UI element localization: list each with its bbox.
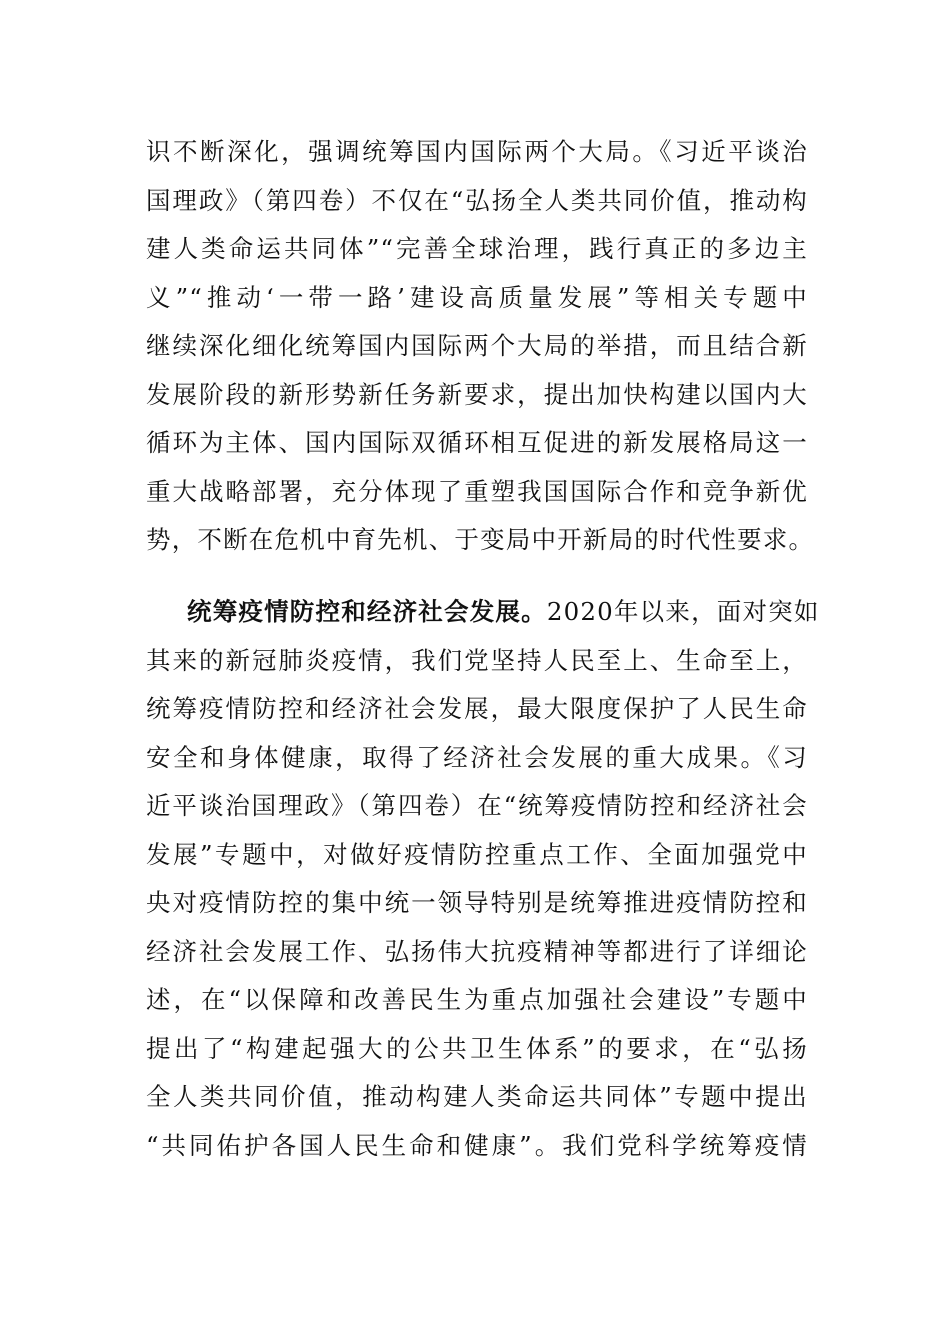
paragraph-2-line: 发展”专题中，对做好疫情防控重点工作、全面加强党中 [146,839,808,869]
paragraph-2-line: 经济社会发展工作、弘扬伟大抗疫精神等都进行了详细论 [146,936,808,966]
paragraph-1-line: 义”“推动‘一带一路’建设高质量发展”等相关专题中 [146,282,808,312]
paragraph-2-first-line-text: 2020年以来，面对突如 [546,597,820,626]
paragraph-2 [146,588,820,1170]
paragraph-1-line: 建人类命运共同体”“完善全球治理，践行真正的多边主 [146,234,808,263]
paragraph-2-first-line [146,588,820,637]
paragraph-2-line: 统筹疫情防控和经济社会发展，最大限度保护了人民生命 [146,694,808,723]
paragraph-2-line: 安全和身体健康，取得了经济社会发展的重大成果。《习 [146,742,808,772]
paragraph-2-line: 提出了“构建起强大的公共卫生体系”的要求，在“弘扬 [146,1033,808,1063]
paragraph-2-line: 述，在“以保障和改善民生为重点加强社会建设”专题中 [146,985,808,1014]
paragraph-1-line: 继续深化细化统筹国内国际两个大局的举措，而且结合新 [146,331,808,360]
paragraph-1 [146,128,815,565]
paragraph-2-line: 全人类共同价值，推动构建人类命运共同体”专题中提出 [146,1082,808,1111]
paragraph-2-line: 其来的新冠肺炎疫情，我们党坚持人民至上、生命至上， [146,645,808,675]
paragraph-2-line: 央对疫情防控的集中统一领导特别是统筹推进疫情防控和 [146,888,808,917]
paragraph-1-line: 重大战略部署，充分体现了重塑我国国际合作和竞争新优 [146,476,808,506]
paragraph-2-line: 近平谈治国理政》（第四卷）在“统筹疫情防控和经济社会 [146,791,808,820]
paragraph-1-line: 势，不断在危机中育先机、于变局中开新局的时代性要求。 [146,525,815,554]
paragraph-1-line: 识不断深化，强调统筹国内国际两个大局。《习近平谈治 [146,137,808,166]
paragraph-2-line: “共同佑护各国人民生命和健康”。我们党科学统筹疫情 [146,1130,808,1160]
paragraph-1-line: 国理政》（第四卷）不仅在“弘扬全人类共同价值，推动构 [146,185,808,215]
paragraph-1-line: 循环为主体、国内国际双循环相互促进的新发展格局这一 [146,428,808,457]
paragraph-1-line: 发展阶段的新形势新任务新要求，提出加快构建以国内大 [146,379,808,409]
paragraph-heading: 统筹疫情防控和经济社会发展。 [187,597,547,626]
